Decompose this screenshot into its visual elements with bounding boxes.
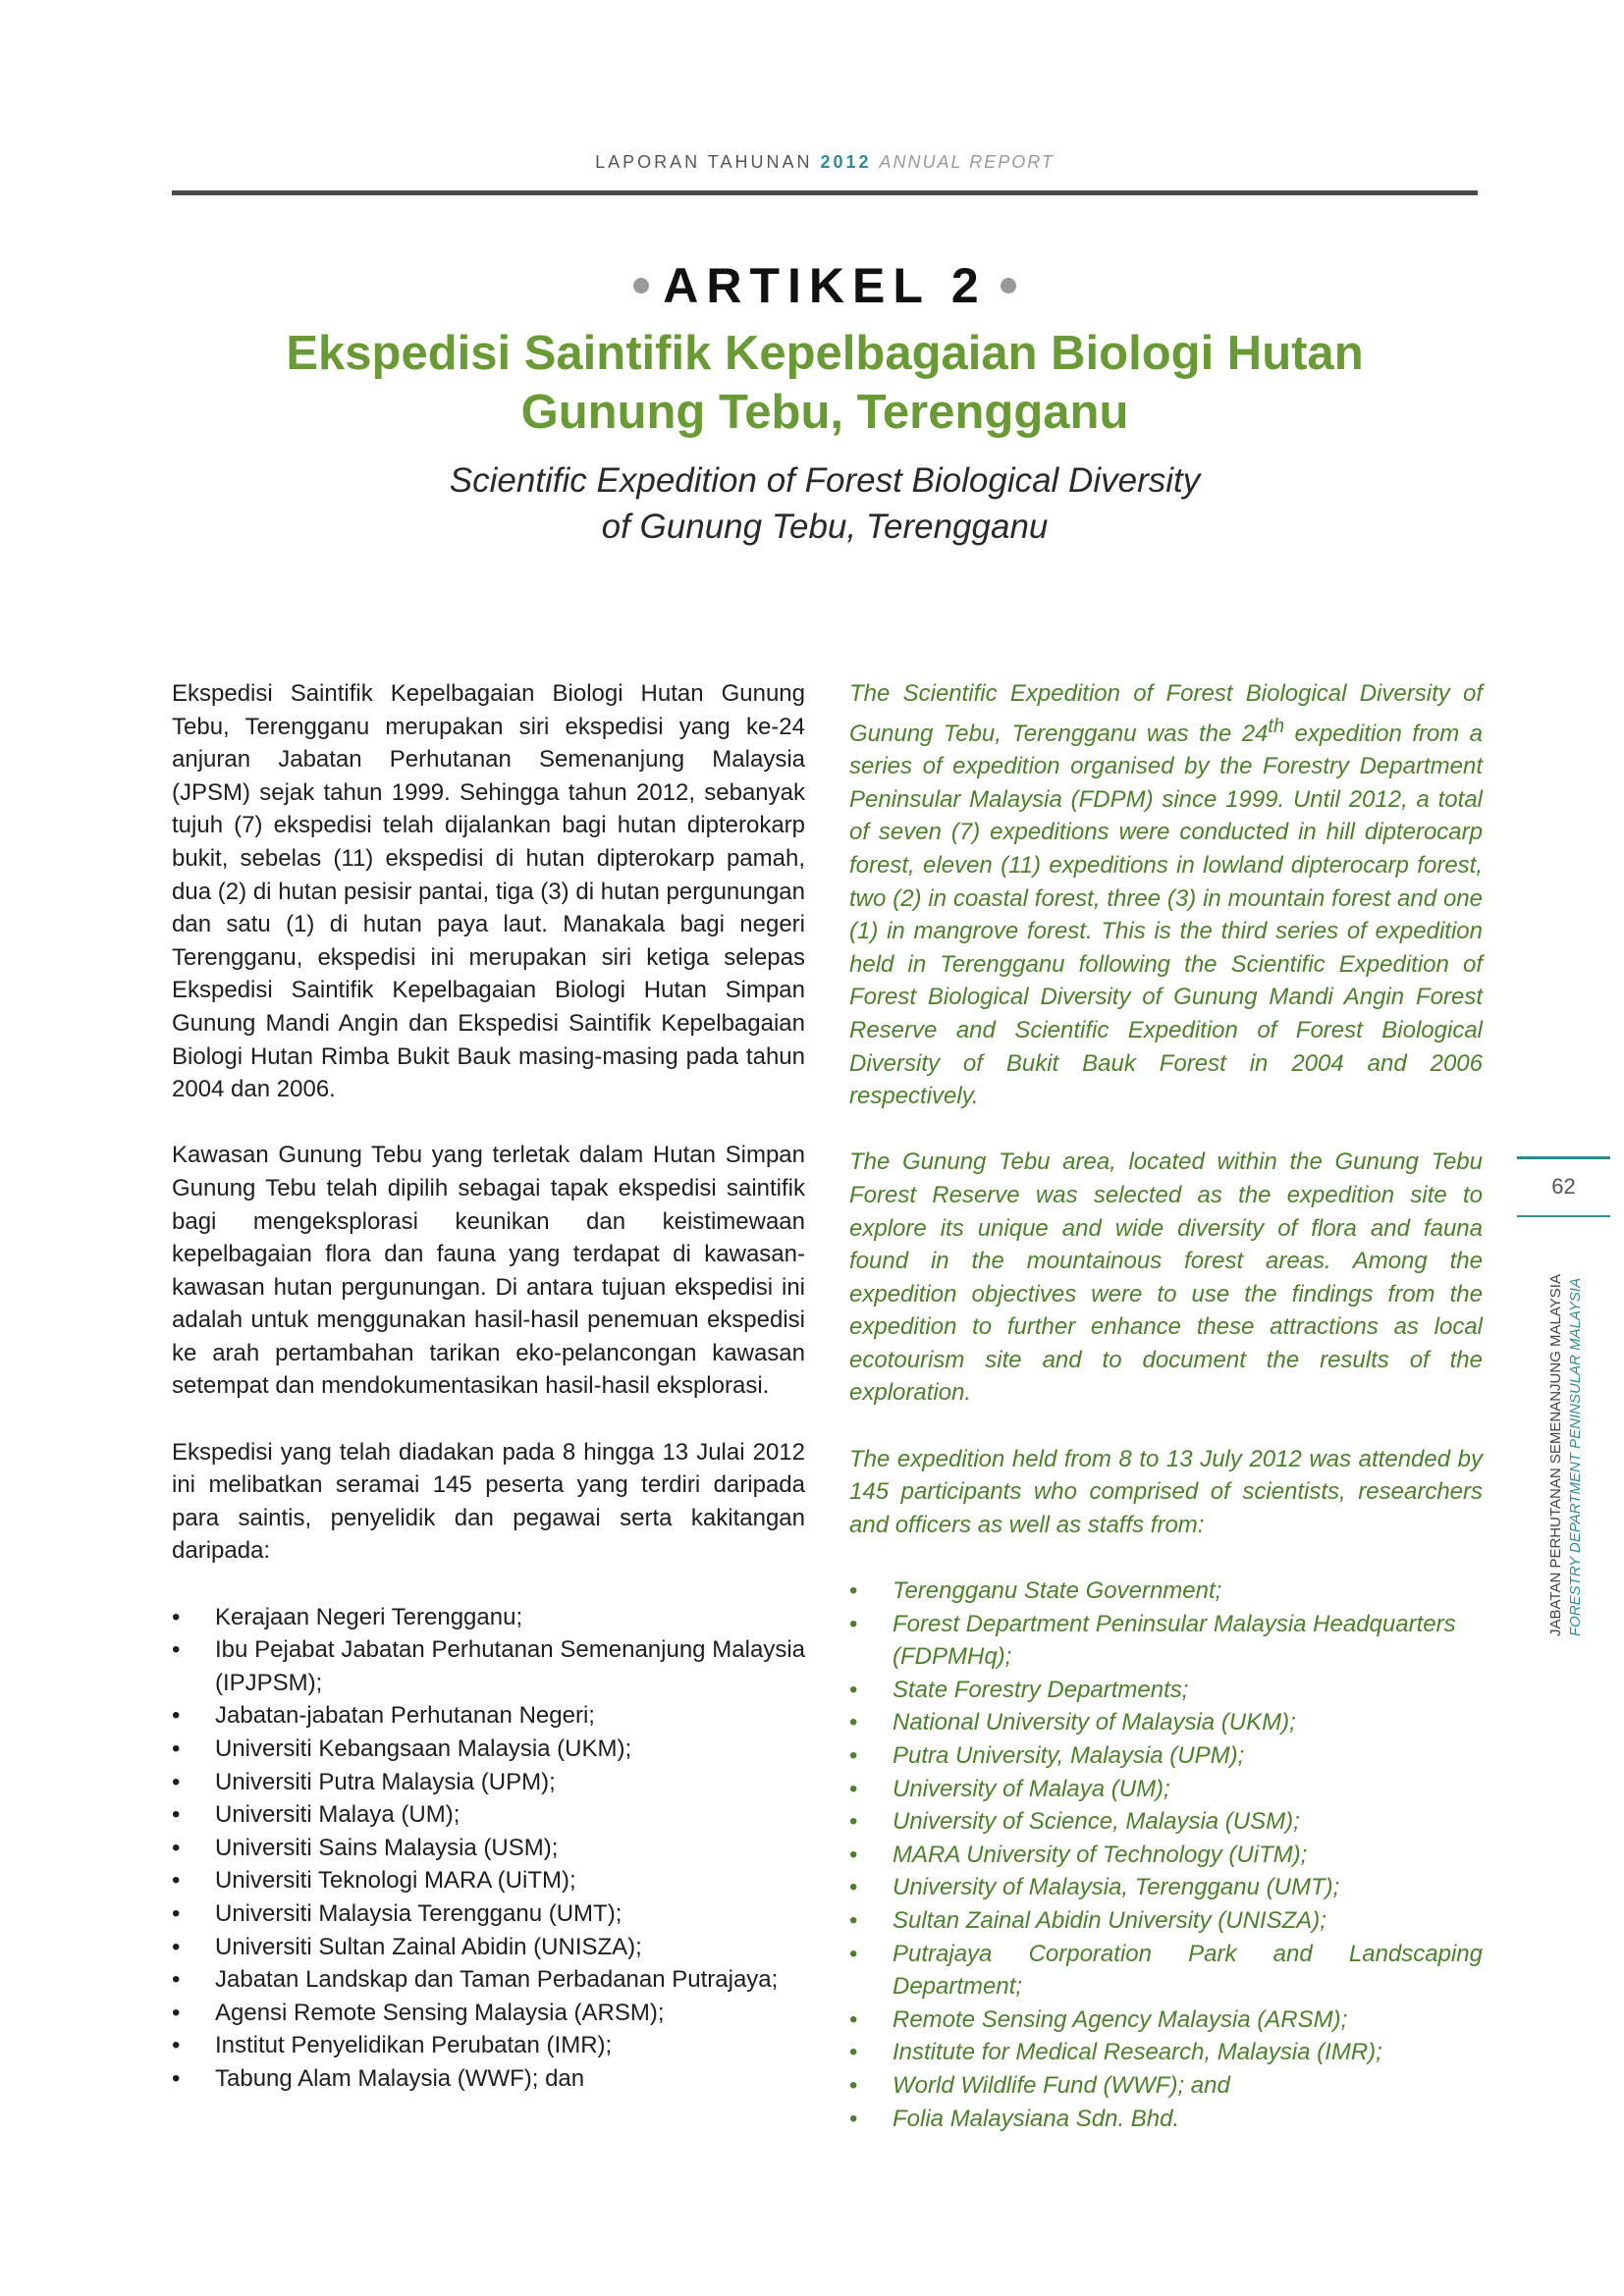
title-malay-line: Gunung Tebu, Terengganu	[520, 386, 1129, 439]
list-item: • Remote Sensing Agency Malaysia (ARSM);	[849, 2003, 1483, 2037]
header-suffix: ANNUAL REPORT	[879, 152, 1055, 172]
list-item: • Forest Department Peninsular Malaysia Headquarters (FDPMHq);	[849, 1608, 1483, 1674]
sidebar-divider	[1517, 1156, 1610, 1159]
list-item: • Terengganu State Government;	[849, 1575, 1483, 1608]
bullet-dot-icon	[1001, 278, 1016, 294]
english-column	[849, 677, 1483, 2135]
list-item: • Universiti Sains Malaysia (USM);	[172, 1832, 805, 1865]
list-item: • Putra University, Malaysia (UPM);	[849, 1739, 1483, 1773]
malay-paragraph: Ekspedisi yang telah diadakan pada 8 hingga 13 Julai 2012 ini melibatkan seramai 145 peserta yang terdiri daripada para saintis, penyelidik dan pegawai serta kakitangan daripada:	[172, 1438, 805, 1565]
list-item: • Universiti Teknologi MARA (UiTM);	[172, 1864, 805, 1897]
title-english-line: Scientific Expedition of Forest Biological Diversity	[449, 461, 1201, 500]
list-item: • Institut Penyelidikan Perubatan (IMR);	[172, 2029, 805, 2062]
list-item: • Universiti Sultan Zainal Abidin (UNISZA);	[172, 1931, 805, 1964]
malay-paragraph: Ekspedisi Saintifik Kepelbagaian Biologi Hutan Gunung Tebu, Terengganu merupakan siri ekspedisi yang ke-24 anjuran Jabatan Perhutanan Semenanjung Malaysia (JPSM) sejak tahun 1999. Sehingga tahun 2012, sebanyak tujuh (7) ekspedisi telah dijalankan bagi hutan dipterokarp bukit, sebelas (11) ekspedisi di hutan dipterokarp pamah, dua (2) di hutan pesisir pantai, tiga (3) di hutan pergunungan dan satu (1) di hutan paya laut. Manakala bagi negeri Terengganu, ekspedisi ini merupakan siri ketiga selepas Ekspedisi Saintifik Kepelbagaian Biologi Hutan Simpan Gunung Mandi Angin dan Ekspedisi Saintifik Kepelbagaian Biologi Hutan Rimba Bukit Bauk masing-masing pada tahun 2004 dan 2006.	[172, 680, 805, 1103]
english-participant-list	[849, 1575, 1483, 2135]
english-paragraph: The Gunung Tebu area, located within the Gunung Tebu Forest Reserve was selected as the expedition site to explore its unique and wide diversity of flora and fauna found in the mountainous forest areas. Among the expedition objectives were to use the findings from the expedition to further enhance these attractions as local ecotourism site and to document the results of the exploration.	[849, 1148, 1483, 1407]
page-title-english	[172, 457, 1478, 550]
list-item: • World Wildlife Fund (WWF); and	[849, 2069, 1483, 2103]
malay-participant-list	[172, 1601, 805, 2096]
list-item: • Sultan Zainal Abidin University (UNISZA);	[849, 1904, 1483, 1938]
list-item: • Jabatan-jabatan Perhutanan Negeri;	[172, 1699, 805, 1733]
list-item: • Universiti Putra Malaysia (UPM);	[172, 1766, 805, 1799]
page-number: 62	[1551, 1174, 1576, 1199]
list-item: • MARA University of Technology (UiTM);	[849, 1839, 1483, 1872]
department-name-malay: JABATAN PERHUTANAN SEMENANJUNG MALAYSIA	[1547, 1274, 1564, 1636]
english-paragraph	[849, 677, 1483, 1113]
malay-column	[172, 677, 805, 2096]
list-item: • Institute for Medical Research, Malaysia (IMR);	[849, 2036, 1483, 2069]
header-year: 2012	[820, 152, 872, 172]
list-item: • Putrajaya Corporation Park and Landscaping Department;	[849, 1938, 1483, 2003]
english-paragraph: The expedition held from 8 to 13 July 2012 was attended by 145 participants who comprised of scientists, researchers and officers as well as staffs from:	[849, 1445, 1483, 1538]
list-item: • Ibu Pejabat Jabatan Perhutanan Semenanjung Malaysia (IPJPSM);	[172, 1633, 805, 1699]
bullet-dot-icon	[633, 278, 649, 294]
page-title-malay	[172, 324, 1478, 442]
article-label	[172, 257, 1478, 314]
title-english-line: of Gunung Tebu, Terengganu	[601, 507, 1049, 546]
list-item: • University of Malaya (UM);	[849, 1773, 1483, 1806]
list-item: • Tabung Alam Malaysia (WWF); dan	[172, 2062, 805, 2096]
running-header	[172, 152, 1478, 173]
list-item: • University of Science, Malaysia (USM);	[849, 1805, 1483, 1839]
list-item: • National University of Malaysia (UKM);	[849, 1706, 1483, 1739]
list-item: • State Forestry Departments;	[849, 1674, 1483, 1707]
ordinal-suffix: th	[1268, 715, 1285, 737]
malay-paragraph: Kawasan Gunung Tebu yang terletak dalam Hutan Simpan Gunung Tebu telah dipilih sebagai tapak ekspedisi saintifik bagi mengeksplorasi keunikan dan keistimewaan kepelbagaian flora dan fauna yang terdapat di kawasan-kawasan hutan pergunungan. Di antara tujuan ekspedisi ini adalah untuk menggunakan hasil-hasil penemuan ekspedisi ke arah pertambahan tarikan eko-pelancongan kawasan setempat dan mendokumentasikan hasil-hasil eksplorasi.	[172, 1142, 805, 1400]
sidebar-divider	[1517, 1215, 1610, 1217]
list-item: • Kerajaan Negeri Terengganu;	[172, 1601, 805, 1634]
list-item: • Folia Malaysiana Sdn. Bhd.	[849, 2103, 1483, 2136]
header-prefix: LAPORAN TAHUNAN	[595, 152, 813, 172]
department-name-english: FORESTRY DEPARTMENT PENINSULAR MALAYSIA	[1567, 1277, 1584, 1636]
article-number: ARTIKEL 2	[663, 258, 987, 313]
list-item: • Jabatan Landskap dan Taman Perbadanan Putrajaya;	[172, 1963, 805, 1997]
list-item: • Agensi Remote Sensing Malaysia (ARSM);	[172, 1997, 805, 2030]
list-item: • Universiti Malaya (UM);	[172, 1798, 805, 1832]
english-paragraph-text: expedition from a series of expedition organised by the Forestry Department Peninsular Malaysia (FDPM) since 1999. Until 2012, a total of seven (7) expeditions were conducted in hill dipterocarp forest, eleven (11) expeditions in lowland dipterocarp forest, two (2) in coastal forest, three (3) in mountain forest and one (1) in mangrove forest. This is the third series of expedition held in Terengganu following the Scientific Expedition of Forest Biological Diversity of Gunung Mandi Angin Forest Reserve and Scientific Expedition of Forest Biological Diversity of Bukit Bauk Forest in 2004 and 2006 respectively.	[849, 720, 1483, 1110]
header-divider	[172, 190, 1478, 195]
english-paragraph-text: The Scientific Expedition of Forest Biological Diversity of Gunung Tebu, Terengganu was the 24	[849, 680, 1483, 747]
title-malay-line: Ekspedisi Saintifik Kepelbagaian Biologi Hutan	[286, 327, 1364, 380]
list-item: • Universiti Kebangsaan Malaysia (UKM);	[172, 1733, 805, 1766]
list-item: • Universiti Malaysia Terengganu (UMT);	[172, 1897, 805, 1931]
list-item: • University of Malaysia, Terengganu (UMT);	[849, 1871, 1483, 1904]
